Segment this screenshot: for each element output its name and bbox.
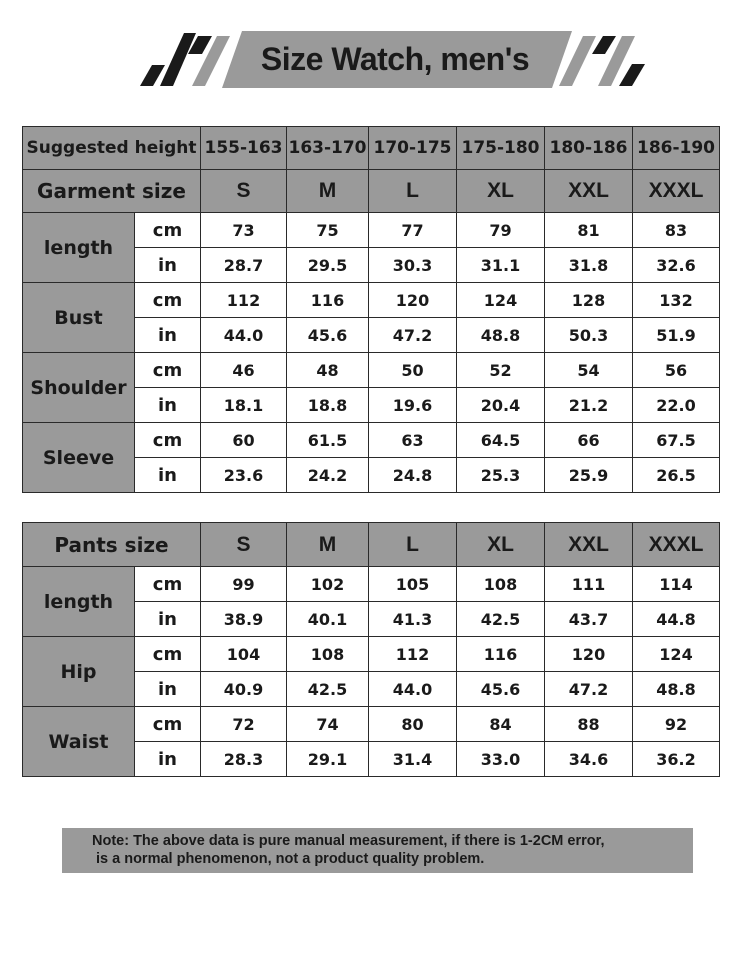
value-cell: 102 xyxy=(287,567,369,602)
value-cell: 46 xyxy=(201,353,287,388)
unit-cm: cm xyxy=(135,707,201,742)
pants-size-label: Pants size xyxy=(23,523,201,567)
value-cell: 120 xyxy=(369,283,457,318)
value-cell: 51.9 xyxy=(633,318,720,353)
size-header: XXL xyxy=(545,170,633,213)
height-cell: 175-180 xyxy=(457,127,545,170)
value-cell: 44.8 xyxy=(633,602,720,637)
value-cell: 114 xyxy=(633,567,720,602)
size-header: S xyxy=(201,523,287,567)
value-cell: 21.2 xyxy=(545,388,633,423)
height-cell: 163-170 xyxy=(287,127,369,170)
value-cell: 120 xyxy=(545,637,633,672)
unit-in: in xyxy=(135,458,201,493)
value-cell: 48 xyxy=(287,353,369,388)
value-cell: 61.5 xyxy=(287,423,369,458)
size-header: S xyxy=(201,170,287,213)
value-cell: 31.1 xyxy=(457,248,545,283)
value-cell: 31.8 xyxy=(545,248,633,283)
title-banner xyxy=(0,0,750,110)
table-row xyxy=(23,353,720,388)
value-cell: 31.4 xyxy=(369,742,457,777)
value-cell: 79 xyxy=(457,213,545,248)
value-cell: 43.7 xyxy=(545,602,633,637)
value-cell: 29.5 xyxy=(287,248,369,283)
value-cell: 48.8 xyxy=(457,318,545,353)
height-cell: 155-163 xyxy=(201,127,287,170)
table-row xyxy=(23,707,720,742)
value-cell: 45.6 xyxy=(287,318,369,353)
value-cell: 77 xyxy=(369,213,457,248)
measure-label: Shoulder xyxy=(23,353,135,423)
table-row xyxy=(23,637,720,672)
value-cell: 64.5 xyxy=(457,423,545,458)
value-cell: 54 xyxy=(545,353,633,388)
value-cell: 60 xyxy=(201,423,287,458)
value-cell: 40.1 xyxy=(287,602,369,637)
unit-cm: cm xyxy=(135,423,201,458)
value-cell: 88 xyxy=(545,707,633,742)
value-cell: 47.2 xyxy=(369,318,457,353)
size-header: XXXL xyxy=(633,170,720,213)
height-cell: 170-175 xyxy=(369,127,457,170)
unit-in: in xyxy=(135,248,201,283)
unit-cm: cm xyxy=(135,567,201,602)
value-cell: 63 xyxy=(369,423,457,458)
value-cell: 108 xyxy=(287,637,369,672)
note-line-1: Note: The above data is pure manual measurement, if there is 1-2CM error, xyxy=(92,833,605,849)
size-header: XL xyxy=(457,523,545,567)
value-cell: 132 xyxy=(633,283,720,318)
value-cell: 81 xyxy=(545,213,633,248)
size-header: L xyxy=(369,523,457,567)
unit-in: in xyxy=(135,742,201,777)
value-cell: 28.7 xyxy=(201,248,287,283)
value-cell: 24.8 xyxy=(369,458,457,493)
size-header: XXL xyxy=(545,523,633,567)
note-line-2: is a normal phenomenon, not a product quality problem. xyxy=(96,851,485,867)
size-header: L xyxy=(369,170,457,213)
value-cell: 99 xyxy=(201,567,287,602)
value-cell: 33.0 xyxy=(457,742,545,777)
value-cell: 128 xyxy=(545,283,633,318)
unit-in: in xyxy=(135,602,201,637)
unit-cm: cm xyxy=(135,283,201,318)
value-cell: 32.6 xyxy=(633,248,720,283)
unit-in: in xyxy=(135,318,201,353)
value-cell: 50 xyxy=(369,353,457,388)
value-cell: 18.8 xyxy=(287,388,369,423)
measure-label: Hip xyxy=(23,637,135,707)
value-cell: 28.3 xyxy=(201,742,287,777)
value-cell: 25.3 xyxy=(457,458,545,493)
value-cell: 44.0 xyxy=(201,318,287,353)
suggested-height-label: Suggested height xyxy=(23,127,201,170)
value-cell: 116 xyxy=(287,283,369,318)
value-cell: 112 xyxy=(201,283,287,318)
value-cell: 30.3 xyxy=(369,248,457,283)
value-cell: 80 xyxy=(369,707,457,742)
measurement-note xyxy=(62,828,693,873)
value-cell: 44.0 xyxy=(369,672,457,707)
size-header: XL xyxy=(457,170,545,213)
value-cell: 124 xyxy=(457,283,545,318)
value-cell: 29.1 xyxy=(287,742,369,777)
table-row xyxy=(23,213,720,248)
measure-label: length xyxy=(23,567,135,637)
page-title: Size Watch, men's xyxy=(260,40,530,77)
value-cell: 38.9 xyxy=(201,602,287,637)
value-cell: 105 xyxy=(369,567,457,602)
unit-cm: cm xyxy=(135,637,201,672)
unit-in: in xyxy=(135,388,201,423)
value-cell: 45.6 xyxy=(457,672,545,707)
value-cell: 52 xyxy=(457,353,545,388)
value-cell: 41.3 xyxy=(369,602,457,637)
measure-label: Waist xyxy=(23,707,135,777)
height-row xyxy=(23,127,720,170)
value-cell: 74 xyxy=(287,707,369,742)
value-cell: 26.5 xyxy=(633,458,720,493)
value-cell: 73 xyxy=(201,213,287,248)
unit-cm: cm xyxy=(135,353,201,388)
value-cell: 56 xyxy=(633,353,720,388)
value-cell: 42.5 xyxy=(457,602,545,637)
table-row xyxy=(23,423,720,458)
pants-size-row xyxy=(23,523,720,567)
value-cell: 50.3 xyxy=(545,318,633,353)
pants-size-table xyxy=(22,522,720,777)
value-cell: 108 xyxy=(457,567,545,602)
value-cell: 111 xyxy=(545,567,633,602)
stripe-right-2 xyxy=(592,36,616,54)
garment-size-row xyxy=(23,170,720,213)
stripe-left-1 xyxy=(140,65,165,86)
value-cell: 47.2 xyxy=(545,672,633,707)
stripe-right-4 xyxy=(619,64,645,86)
value-cell: 40.9 xyxy=(201,672,287,707)
value-cell: 84 xyxy=(457,707,545,742)
value-cell: 75 xyxy=(287,213,369,248)
value-cell: 42.5 xyxy=(287,672,369,707)
value-cell: 18.1 xyxy=(201,388,287,423)
value-cell: 104 xyxy=(201,637,287,672)
measure-label: Bust xyxy=(23,283,135,353)
value-cell: 23.6 xyxy=(201,458,287,493)
size-header: M xyxy=(287,523,369,567)
measure-label: Sleeve xyxy=(23,423,135,493)
value-cell: 92 xyxy=(633,707,720,742)
value-cell: 25.9 xyxy=(545,458,633,493)
value-cell: 124 xyxy=(633,637,720,672)
value-cell: 66 xyxy=(545,423,633,458)
value-cell: 112 xyxy=(369,637,457,672)
value-cell: 22.0 xyxy=(633,388,720,423)
value-cell: 48.8 xyxy=(633,672,720,707)
height-cell: 180-186 xyxy=(545,127,633,170)
value-cell: 83 xyxy=(633,213,720,248)
height-cell: 186-190 xyxy=(633,127,720,170)
table-row xyxy=(23,283,720,318)
value-cell: 116 xyxy=(457,637,545,672)
garment-size-label: Garment size xyxy=(23,170,201,213)
size-header: XXXL xyxy=(633,523,720,567)
value-cell: 67.5 xyxy=(633,423,720,458)
measure-label: length xyxy=(23,213,135,283)
value-cell: 24.2 xyxy=(287,458,369,493)
value-cell: 72 xyxy=(201,707,287,742)
unit-cm: cm xyxy=(135,213,201,248)
size-header: M xyxy=(287,170,369,213)
garment-size-table xyxy=(22,126,720,493)
value-cell: 34.6 xyxy=(545,742,633,777)
table-row xyxy=(23,567,720,602)
stripe-left-2 xyxy=(160,33,196,86)
value-cell: 36.2 xyxy=(633,742,720,777)
value-cell: 19.6 xyxy=(369,388,457,423)
unit-in: in xyxy=(135,672,201,707)
value-cell: 20.4 xyxy=(457,388,545,423)
